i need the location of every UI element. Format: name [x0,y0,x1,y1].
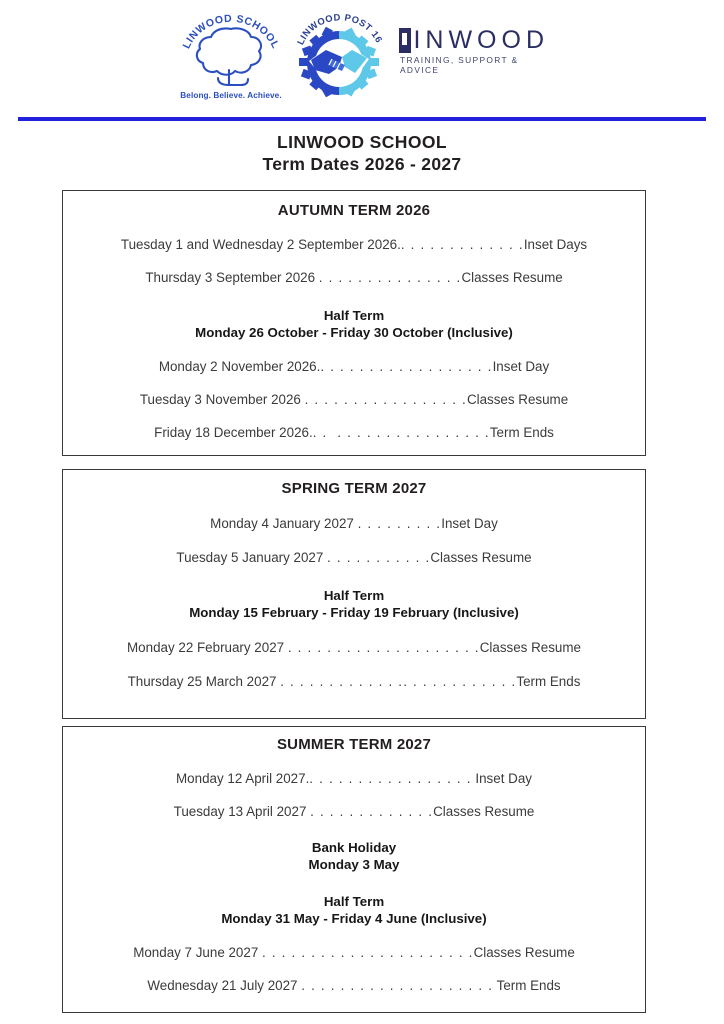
term-entry [63,804,645,819]
linwood-school-logo [175,9,287,101]
term-note [63,893,645,927]
term-entry [63,945,645,960]
term-rows [63,516,645,689]
term-entry-leader: . . . . . . . . . . . . . [310,804,434,819]
linwood-post16-logo [293,9,385,101]
linwood-training-logo [399,27,549,83]
term-entry-date: Tuesday 13 April 2027 [173,804,311,819]
term-entry-leader: . . . . . . . . . . . . . [400,237,524,252]
term-entry-date: Monday 12 April 2027. [176,771,310,786]
term-entry-leader: . . . . . . . . . . . . . . . . . [309,771,472,786]
term-entry [63,771,645,786]
term-note-line1: Half Term [323,308,385,323]
term-entry-label: Classes Resume [479,640,581,655]
term-entry [63,237,645,252]
term-entry [63,640,645,655]
term-section-summer [62,726,646,1013]
term-entry-leader: . . . . . . . . . . . . . . . [318,270,462,285]
page-title-line1: LINWOOD SCHOOL [277,132,447,152]
term-entry [63,978,645,993]
term-entry [63,516,645,531]
term-entry [63,270,645,285]
term-entry-leader: . . . . . . . . . . . . . . . . . [304,392,467,407]
term-rows [63,771,645,993]
term-entry-leader: . . . . . . . . . . . . . . . . . . . . [287,640,480,655]
term-entry-leader: . . . . . . . . . . . . . . . . . . . . [301,978,494,993]
term-section-spring [62,469,646,719]
term-heading: AUTUMN TERM 2026 [277,202,431,219]
term-entry-label: Term Ends [516,674,581,689]
school-tagline: Belong. Believe. Achieve. [180,91,282,100]
term-entry-date: Monday 22 February 2027 [127,640,288,655]
wordmark-subtitle: TRAINING, SUPPORT & ADVICE [400,55,519,75]
header-divider [18,117,706,121]
term-entry-leader: . . . . . . . . . . . . . . . . . . [312,425,490,440]
term-entry-label: Classes Resume [430,550,532,565]
term-note-line1: Bank Holiday [311,840,397,855]
term-entry-label: Classes Resume [473,945,575,960]
term-note-line2: Monday 26 October - Friday 30 October (Inclusive) [195,325,513,340]
term-entry-label: Classes Resume [433,804,535,819]
handshake-cog-icon [295,25,383,97]
term-entry-date: Monday 2 November 2026. [158,359,321,374]
term-note [63,839,645,873]
term-entry [63,425,645,440]
term-heading: SUMMER TERM 2027 [276,736,432,753]
term-entry-date: Monday 7 June 2027 [133,945,262,960]
term-entry-label: Term Ends [493,978,561,993]
term-entry-label: Inset Day [471,771,532,786]
page-title [0,131,724,176]
term-entry-leader: . . . . . . . . . . . . .. . . . . . . . . . . . [280,674,517,689]
term-entry-label: Classes Resume [466,392,569,407]
term-entry-date: Thursday 3 September 2026 [145,270,319,285]
term-entry [63,674,645,689]
term-entry-leader: . . . . . . . . . [357,516,442,531]
term-note-line1: Half Term [323,588,385,603]
term-entry-date: Tuesday 3 November 2026 [139,392,305,407]
logo-band [0,0,724,104]
term-entry-date: Thursday 25 March 2027 [127,674,281,689]
term-entry-label: Term Ends [489,425,554,440]
wordmark-row [399,27,549,53]
term-note-line2: Monday 3 May [308,857,400,872]
term-entry [63,392,645,407]
page-title-line2: Term Dates 2026 - 2027 [262,154,462,174]
term-entry-date: Tuesday 5 January 2027 [176,550,328,565]
term-entry [63,359,645,374]
term-entry-label: Inset Day [441,516,498,531]
term-note-line2: Monday 31 May - Friday 4 June (Inclusive) [221,911,487,926]
term-entry-leader: . . . . . . . . . . . . . . . . . . [320,359,493,374]
term-entry-label: Inset Days [523,237,588,252]
term-entry-date: Wednesday 21 July 2027 [147,978,302,993]
term-note-line1: Half Term [323,894,385,909]
wordmark-name: INWOOD [413,26,549,54]
term-entry-date: Tuesday 1 and Wednesday 2 September 2026. [120,237,401,252]
term-entry-label: Classes Resume [461,270,563,285]
term-entry-date: Friday 18 December 2026. [154,425,313,440]
l-block-icon [399,28,411,53]
term-entry [63,550,645,565]
term-entry-leader: . . . . . . . . . . . . . . . . . . . . . . [262,945,474,960]
term-heading: SPRING TERM 2027 [281,480,427,497]
tree-icon [191,25,271,87]
term-section-autumn [62,190,646,456]
post16-arc-label: LINWOOD POST 16 [294,11,385,47]
term-rows [63,237,645,440]
term-entry-date: Monday 4 January 2027 [210,516,358,531]
term-entry-label: Inset Day [492,359,550,374]
term-note-line2: Monday 15 February - Friday 19 February (Inclusive) [189,605,519,620]
school-arc-label: LINWOOD SCHOOL [180,12,282,51]
term-entry-leader: . . . . . . . . . . . [327,550,431,565]
term-note [63,587,645,621]
term-note [63,307,645,341]
